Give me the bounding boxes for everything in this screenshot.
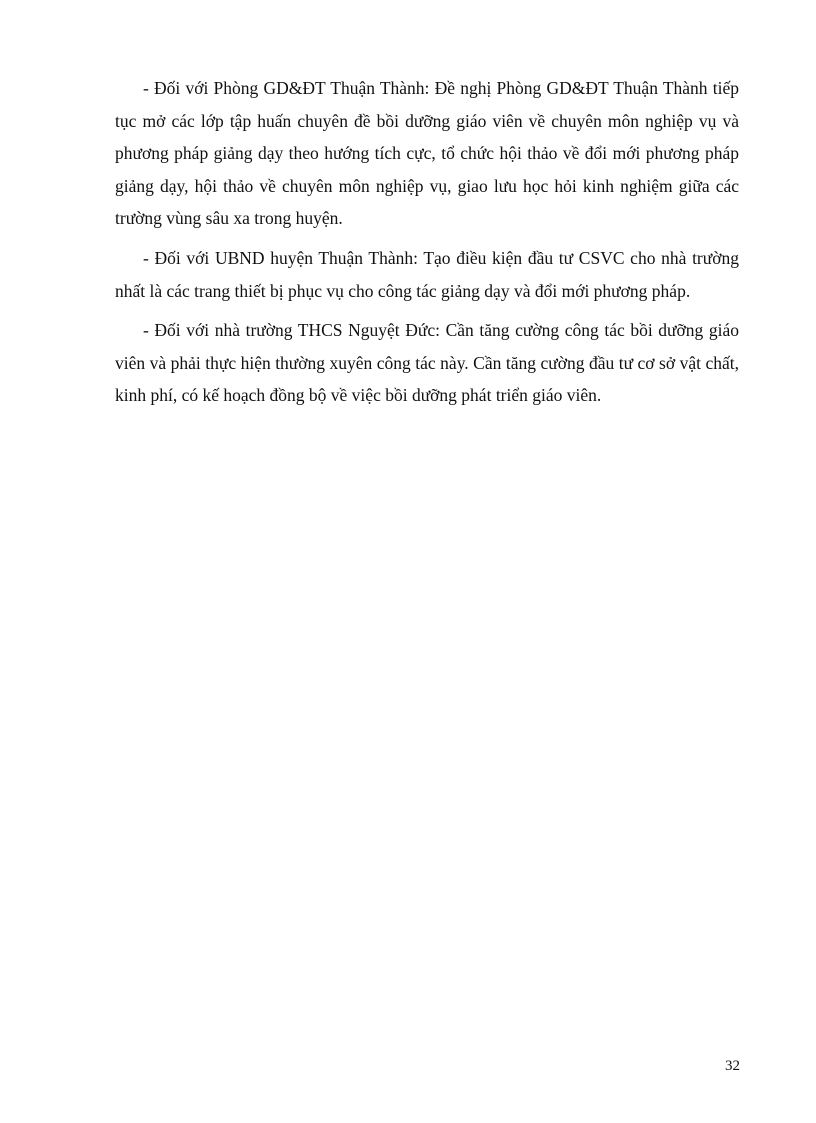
document-body	[115, 72, 739, 419]
recommendation-paragraph-school: - Đối với nhà trường THCS Nguyệt Đức: Cần tăng cường công tác bồi dưỡng giáo viên và phải thực hiện thường xuyên công tác này. Cần tăng cường đầu tư cơ sở vật chất, kinh phí, có kế hoạch đồng bộ về việc bồi dưỡng phát triển giáo viên.	[115, 320, 739, 406]
recommendation-paragraph-district-peoples-committee: - Đối với UBND huyện Thuận Thành: Tạo điều kiện đầu tư CSVC cho nhà trường nhất là các trang thiết bị phục vụ cho công tác giảng dạy và đổi mới phương pháp.	[115, 247, 739, 301]
page-number: 32	[725, 1058, 740, 1074]
recommendation-paragraph-district-education-office: - Đối với Phòng GD&ĐT Thuận Thành: Đề nghị Phòng GD&ĐT Thuận Thành tiếp tục mở các lớp tập huấn chuyên đề bồi dưỡng giáo viên về chuyên môn nghiệp vụ và phương pháp giảng dạy theo hướng tích cực, tổ chức hội thảo về đổi mới phương pháp giảng dạy, hội thảo về chuyên môn nghiệp vụ, giao lưu học hỏi kinh nghiệm giữa các trường vùng sâu xa trong huyện.	[115, 78, 739, 229]
